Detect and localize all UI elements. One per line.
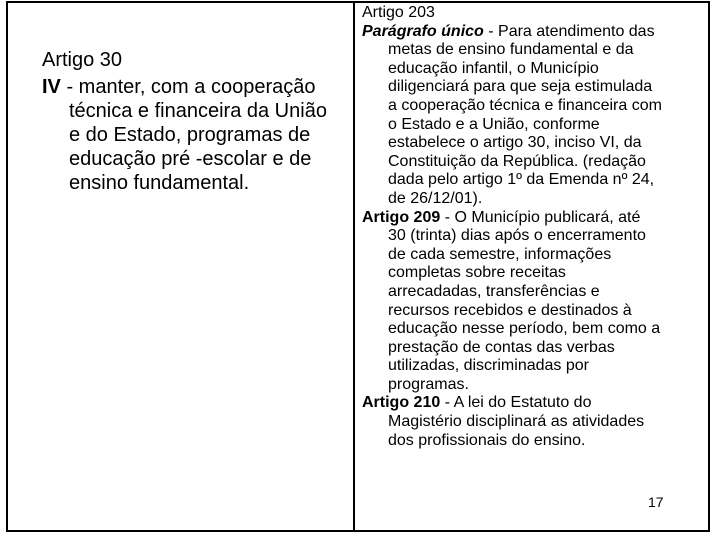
art209-line: completas sobre receitas	[388, 264, 566, 282]
right-column	[362, 4, 710, 450]
art210-line: Magistério disciplinará as atividades	[388, 413, 645, 431]
artigo-209-label: Artigo 209	[362, 208, 441, 226]
art203-line: estabelece o artigo 30, inciso VI, da	[388, 134, 642, 152]
art209-line: programas.	[388, 375, 469, 393]
art203-line: dada pelo artigo 1º da Emenda nº 24,	[388, 171, 655, 189]
art203-line: de 26/12/01).	[388, 189, 483, 207]
artigo-203-heading: Artigo 203	[362, 4, 435, 21]
artigo-209-line: Artigo 209 - O Município publicará, até	[362, 208, 641, 226]
art203-line: a cooperação técnica e financeira com	[388, 96, 662, 114]
item-iv-text: - manter, com a cooperação técnica e financeira da União e do Estado, programas de educação pré -escolar e de ensino fundamental.	[60, 76, 327, 194]
paragrafo-unico-line: Parágrafo único - Para atendimento das	[362, 22, 655, 40]
artigo-210-line: Artigo 210 - A lei do Estatuto do	[362, 394, 592, 412]
art209-line: utilizadas, discriminadas por	[388, 357, 589, 375]
art209-line: educação nesse período, bem como a	[388, 320, 661, 338]
art209-line: prestação de contas das verbas	[388, 338, 615, 356]
art209-line: 30 (trinta) dias após o encerramento	[388, 227, 646, 245]
art209-line: arrecadadas, transferências e	[388, 282, 600, 300]
artigo-210-label: Artigo 210	[362, 394, 441, 412]
art209-line: recursos recebidos e destinados à	[388, 301, 632, 319]
column-divider	[353, 1, 355, 532]
page-number: 17	[648, 494, 664, 510]
art203-line: metas de ensino fundamental e da	[388, 41, 634, 59]
left-column	[42, 48, 342, 195]
art203-line: educação infantil, o Município	[388, 59, 599, 77]
artigo-30-heading: Artigo 30	[42, 49, 123, 71]
art209-line: de cada semestre, informações	[388, 245, 612, 263]
item-iv-label: IV	[42, 76, 61, 98]
art203-line: Constituição da República. (redação	[388, 152, 646, 170]
art203-line: diligenciará para que seja estimulada	[388, 78, 653, 96]
art203-line: o Estado e a União, conforme	[388, 115, 600, 133]
artigo-30-item-iv	[42, 75, 342, 195]
paragrafo-unico-label: Parágrafo único	[362, 22, 484, 40]
art210-line: dos profissionais do ensino.	[388, 431, 586, 449]
